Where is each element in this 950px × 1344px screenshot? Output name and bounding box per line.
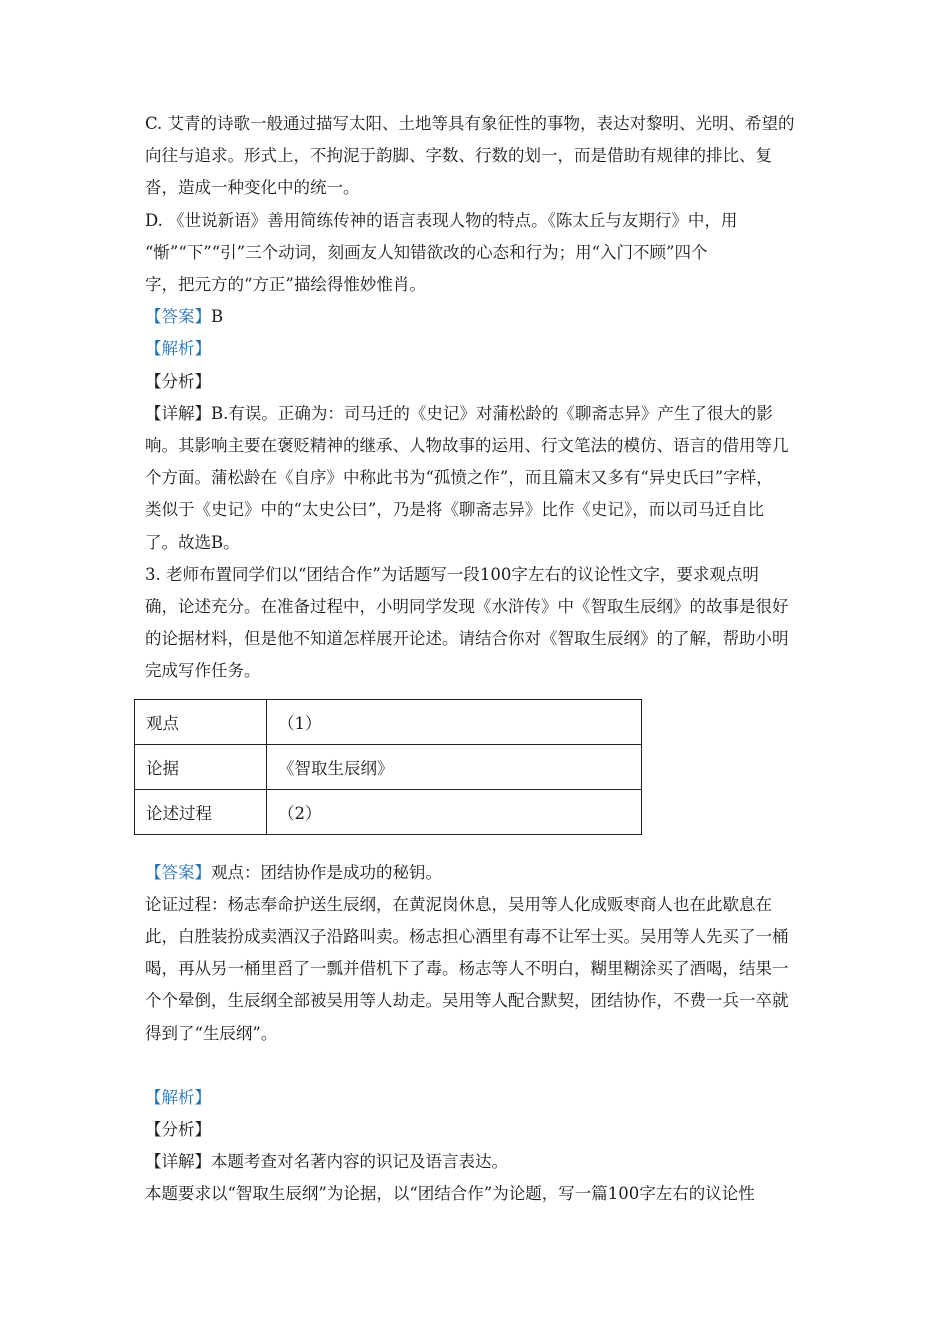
table-cell-label: 论述过程	[135, 789, 267, 834]
detail-tag: 【详解】	[145, 1152, 211, 1172]
answer-body-line: 论证过程：杨志奉命护送生辰纲，在黄泥岗休息，吴用等人化成贩枣商人也在此歇息在	[145, 894, 772, 914]
answer-body-line: 此，白胜装扮成卖酒汉子沿路叫卖。杨志担心酒里有毒不让军士买。吴用等人先买了一桶	[145, 927, 789, 947]
detail-tag: 【详解】	[145, 403, 211, 423]
answer-text: 观点：团结协作是成功的秘钥。	[211, 862, 442, 882]
text-line: D. 《世说新语》善用简练传神的语言表现人物的特点。《陈太丘与友期行》中，用	[145, 210, 738, 230]
table-cell-value: （1）	[267, 699, 642, 744]
text-line: 沓，造成一种变化中的统一。	[145, 178, 360, 198]
table-row	[135, 744, 642, 789]
question-line: 完成写作任务。	[145, 661, 261, 681]
question-line: 的论据材料，但是他不知道怎样展开论述。请结合你对《智取生辰纲》的了解，帮助小明	[145, 629, 789, 649]
answer-line	[145, 301, 810, 333]
writing-task-table	[134, 699, 642, 835]
answer-body-line: 喝，再从另一桶里舀了一瓢并借机下了毒。杨志等人不明白，糊里糊涂买了酒喝，结果一	[145, 959, 789, 979]
table-cell-value: 《智取生辰纲》	[267, 744, 642, 789]
detail-line: 了。故选B。	[145, 532, 240, 552]
analysis-tag: 【解析】	[145, 1087, 211, 1107]
detail-line: 个方面。蒲松龄在《自序》中称此书为“孤愤之作”，而且篇末又多有“异史氏曰”字样，	[145, 468, 773, 488]
table-cell-value: （2）	[267, 789, 642, 834]
detail-text: 本题考查对名著内容的识记及语言表达。	[211, 1152, 508, 1172]
detail-line: 类似于《史记》中的“太史公曰”，乃是将《聊斋志异》比作《史记》，而以司马迁自比	[145, 500, 765, 520]
answer-text: B	[211, 307, 224, 327]
table-row	[135, 789, 642, 834]
analysis-tag: 【解析】	[145, 339, 211, 359]
table-row	[135, 699, 642, 744]
fenxi-tag: 【分析】	[145, 371, 211, 391]
question-line: 3. 老师布置同学们以“团结合作”为话题写一段100字左右的议论性文字，要求观点明	[145, 564, 759, 584]
detail-text: B.有误。正确为：司马迁的《史记》对蒲松龄的《聊斋志异》产生了很大的影	[211, 403, 773, 423]
question-line: 确，论述充分。在准备过程中，小明同学发现《水浒传》中《智取生辰纲》的故事是很好	[145, 597, 789, 617]
fenxi-tag: 【分析】	[145, 1120, 211, 1140]
spacer	[145, 1050, 810, 1082]
answer-body-line: 个个晕倒，生辰纲全部被吴用等人劫走。吴用等人配合默契，团结协作，不费一兵一卒就	[145, 991, 789, 1011]
detail-line	[145, 398, 810, 430]
detail-line: 响。其影响主要在褒贬精神的继承、人物故事的运用、行文笔法的模仿、语言的借用等几	[145, 436, 789, 456]
detail-line	[145, 1146, 810, 1178]
answer-line	[145, 857, 810, 889]
answer-body-line: 得到了“生辰纲”。	[145, 1023, 278, 1043]
document-page	[145, 108, 810, 1211]
text-line: C. 艾青的诗歌一般通过描写太阳、土地等具有象征性的事物，表达对黎明、光明、希望的	[145, 114, 795, 133]
table-cell-label: 观点	[135, 699, 267, 744]
text-line: 字，把元方的“方正”描绘得惟妙惟肖。	[145, 275, 426, 295]
answer-tag: 【答案】	[145, 307, 211, 327]
detail-line: 本题要求以“智取生辰纲”为论据，以“团结合作”为论题，写一篇100字左右的议论性	[145, 1184, 755, 1204]
table-cell-label: 论据	[135, 744, 267, 789]
text-line: 向往与追求。形式上，不拘泥于韵脚、字数、行数的划一，而是借助有规律的排比、复	[145, 146, 772, 166]
text-line: “惭”“下”“引”三个动词，刻画友人知错欲改的心态和行为；用“入门不顾”四个	[145, 242, 708, 262]
answer-tag: 【答案】	[145, 862, 211, 882]
